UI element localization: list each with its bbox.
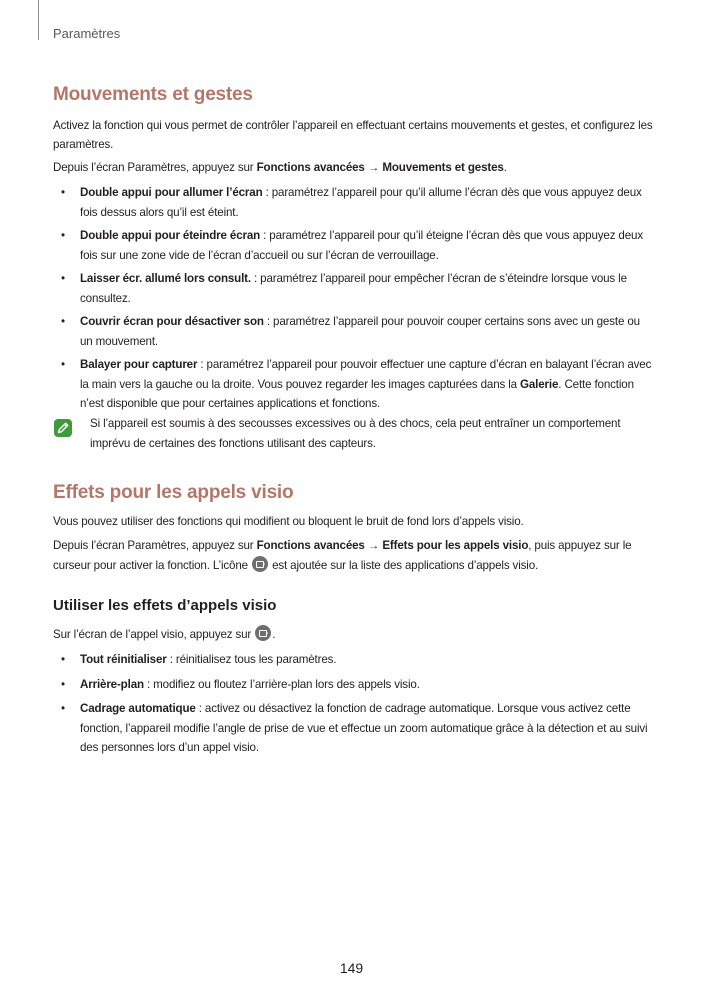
option-desc: : paramétrez l’appareil pour qu’il allume l’écran dès que vous appuyez deux fois dessus alors qu’il est éteint.: [80, 186, 642, 219]
path-prefix: Depuis l’écran Paramètres, appuyez sur: [53, 539, 257, 552]
option-term: Balayer pour capturer: [80, 358, 198, 371]
list-item: [53, 650, 653, 670]
bullet-icon: •: [61, 315, 65, 328]
video-call-effects-icon: [252, 556, 268, 572]
bullet-icon: •: [61, 702, 65, 715]
path-step-advanced-features: Fonctions avancées: [256, 161, 365, 174]
option-desc: : paramétrez l’appareil pour pouvoir effectuer une capture d’écran en balayant l’écran avec la main vers la gauche ou la droite. Vous pouvez regarder les images capturées dans la: [80, 358, 652, 391]
motions-intro: Activez la fonction qui vous permet de contrôler l’appareil en effectuant certains mouvements et gestes, et configurez les paramètres.: [53, 119, 653, 151]
path-end: est ajoutée sur la liste des applications d’appels visio.: [269, 559, 539, 572]
option-term: Double appui pour éteindre écran: [80, 229, 261, 242]
option-desc: : réinitialisez tous les paramètres.: [166, 653, 337, 666]
option-term: Arrière-plan: [80, 677, 144, 691]
bullet-icon: •: [61, 358, 65, 371]
option-term: Cadrage automatique: [80, 702, 196, 715]
gallery-term: Galerie: [520, 377, 559, 391]
bullet-icon: •: [61, 653, 65, 666]
list-item: [53, 312, 653, 351]
subsection-intro: [53, 625, 653, 644]
motions-options-list: [53, 183, 653, 414]
motions-path: [53, 158, 653, 177]
path-prefix: Depuis l’écran Paramètres, appuyez sur: [53, 161, 257, 174]
path-step-advanced-features: Fonctions avancées: [256, 539, 365, 552]
video-call-effects-icon: [255, 625, 271, 641]
section-title-video-effects: Effets pour les appels visio: [53, 482, 294, 503]
list-item: [53, 226, 653, 265]
option-term: Couvrir écran pour désactiver son: [80, 315, 264, 328]
list-item: [53, 269, 653, 308]
note-pencil-icon: [53, 418, 73, 438]
list-item: [53, 183, 653, 222]
video-effects-path: [53, 536, 653, 576]
page-number: 149: [339, 960, 364, 976]
header-rule: [38, 0, 39, 40]
bullet-icon: •: [61, 229, 65, 242]
option-desc-end: . Cette fonction n’est disponible que pour certaines applications et fonctions.: [80, 377, 634, 410]
running-header: Paramètres: [53, 26, 121, 41]
note-text: Si l’appareil est soumis à des secousses excessives ou à des chocs, cela peut entraîner un comportement imprévu de certaines des fonctions utilisant des capteurs.: [90, 417, 621, 450]
path-mid: , puis appuyez sur le curseur pour activer la fonction. L’icône: [53, 539, 632, 572]
subsection-title: Utiliser les effets d’appels visio: [53, 597, 277, 614]
bullet-icon: •: [61, 677, 65, 691]
bullet-icon: •: [61, 186, 65, 199]
video-effects-intro: Vous pouvez utiliser des fonctions qui modifient ou bloquent le bruit de fond lors d’appels visio.: [53, 515, 524, 528]
list-item: [53, 675, 653, 695]
option-term: Double appui pour allumer l’écran: [80, 186, 263, 199]
list-item: [53, 355, 653, 414]
subsection-intro-text: Sur l’écran de l’appel visio, appuyez sur: [53, 628, 255, 641]
section-title-motions: Mouvements et gestes: [53, 84, 253, 105]
video-effects-options-list: [53, 650, 653, 758]
path-step-motions: Mouvements et gestes: [382, 161, 504, 174]
option-desc: : activez ou désactivez la fonction de cadrage automatique. Lorsque vous activez cette fonction, l’appareil modifie l’angle de prise de vue et effectue un zoom automatique grâce à la détection et au suivi des personnes lors d’un appel visio.: [80, 702, 648, 754]
option-desc: : modifiez ou floutez l’arrière-plan lors des appels visio.: [143, 677, 420, 691]
option-desc: : paramétrez l’appareil pour empêcher l’écran de s’éteindre lorsque vous le consultez.: [80, 272, 627, 305]
path-arrow: →: [364, 539, 383, 552]
option-term: Tout réinitialiser: [80, 653, 167, 666]
option-term: Laisser écr. allumé lors consult.: [80, 272, 251, 285]
option-desc: : paramétrez l’appareil pour qu’il éteigne l’écran dès que vous appuyez deux fois sur une zone vide de l’écran d’accueil ou sur l’écran de verrouillage.: [80, 229, 643, 262]
list-item: [53, 699, 653, 758]
path-suffix: .: [503, 161, 507, 174]
subsection-intro-end: .: [272, 628, 276, 641]
path-arrow: →: [364, 161, 383, 174]
bullet-icon: •: [61, 272, 65, 285]
option-desc: : paramétrez l’appareil pour pouvoir couper certains sons avec un geste ou un mouvement.: [80, 315, 640, 348]
path-step-video-effects: Effets pour les appels visio: [382, 539, 529, 552]
